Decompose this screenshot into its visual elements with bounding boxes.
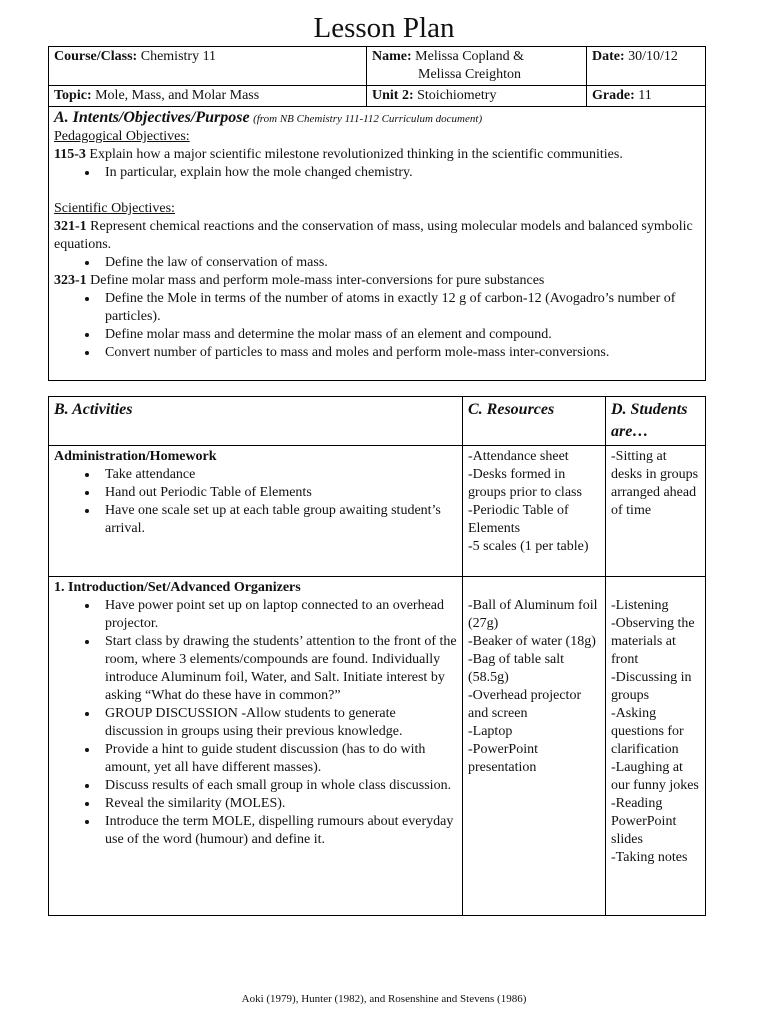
list-item: • Convert number of particles to mass and moles and perform mole-mass inter-conversions.	[99, 344, 700, 362]
student-item: -Discussing in groups	[611, 670, 692, 703]
students-heading: D. Students are…	[611, 401, 688, 440]
resource-item: -Bag of table salt (58.5g)	[468, 652, 565, 685]
list-item: • Hand out Periodic Table of Elements	[99, 484, 457, 502]
admin-title: Administration/Homework	[54, 449, 217, 464]
resource-item: -Beaker of water (18g)	[468, 634, 596, 649]
date-value: 30/10/12	[628, 49, 678, 64]
section-a-note: (from NB Chemistry 111-112 Curriculum document)	[253, 113, 483, 125]
grade-value: 11	[638, 88, 652, 103]
resource-item: -Desks formed in groups prior to class	[468, 467, 582, 500]
scientific-title: Scientific Objectives:	[54, 201, 175, 216]
course-value: Chemistry 11	[140, 49, 217, 64]
scientific-bullets-1	[54, 254, 700, 272]
pedagogical-bullets	[54, 164, 700, 182]
unit-value: Stoichiometry	[417, 88, 497, 103]
resource-item: -Attendance sheet	[468, 449, 569, 464]
objectives-cell	[49, 107, 706, 381]
list-item: • Reveal the similarity (MOLES).	[99, 795, 457, 813]
citation-footer: Aoki (1979), Hunter (1982), and Rosenshine and Stevens (1986)	[241, 993, 527, 1005]
admin-resources-cell	[463, 446, 606, 577]
unit-cell	[367, 86, 587, 107]
student-item: -Asking questions for clarification	[611, 706, 684, 757]
list-item: • Introduce the term MOLE, dispelling rumours about everyday use of the word (humour) and define it.	[99, 813, 457, 849]
section-a-heading: A. Intents/Objectives/Purpose	[54, 109, 250, 126]
list-item: • Discuss results of each small group in whole class discussion.	[99, 777, 457, 795]
objective-323-1	[54, 272, 700, 290]
list-item: • Take attendance	[99, 466, 457, 484]
student-item: -Laughing at our funny jokes	[611, 760, 699, 793]
activities-heading: B. Activities	[54, 401, 133, 418]
list-item: • GROUP DISCUSSION -Allow students to generate discussion in groups using their previous knowledge.	[99, 705, 457, 741]
pedagogical-title: Pedagogical Objectives:	[54, 129, 190, 144]
name-cell	[367, 47, 587, 86]
unit-label: Unit 2:	[372, 88, 414, 103]
course-label: Course/Class:	[54, 49, 138, 64]
list-item: • In particular, explain how the mole changed chemistry.	[99, 164, 700, 182]
name-value-2: Melissa Creighton	[418, 67, 522, 82]
intro-title: 1. Introduction/Set/Advanced Organizers	[54, 580, 301, 595]
scientific-bullets-2	[54, 290, 700, 362]
intro-resources-cell	[463, 577, 606, 916]
objective-321-1	[54, 218, 700, 254]
objective-115-3	[54, 146, 700, 164]
intro-students-cell	[606, 577, 706, 916]
objective-text: Represent chemical reactions and the conservation of mass, using molecular models and balanced symbolic equations.	[54, 219, 693, 252]
list-item: • Define the law of conservation of mass.	[99, 254, 700, 272]
student-item: -Observing the materials at front	[611, 616, 695, 667]
student-item: -Taking notes	[611, 850, 688, 865]
grade-cell	[587, 86, 706, 107]
col-head-resources	[463, 397, 606, 446]
admin-students-cell	[606, 446, 706, 577]
objective-code: 115-3	[54, 147, 86, 162]
grade-label: Grade:	[592, 88, 635, 103]
admin-bullets	[54, 466, 457, 538]
resources-heading: C. Resources	[468, 401, 555, 418]
student-item: -Listening	[611, 598, 669, 613]
objective-code: 323-1	[54, 273, 87, 288]
list-item: • Provide a hint to guide student discussion (has to do with amount, yet all have different masses).	[99, 741, 457, 777]
list-item: • Start class by drawing the students’ attention to the front of the room, where 3 elements/compounds are found. Individually introduce Aluminum foil, Water, and Salt. Initiate interest by asking “What do these have in common?”	[99, 633, 457, 705]
resource-item: -PowerPoint presentation	[468, 742, 538, 775]
col-head-students	[606, 397, 706, 446]
resource-item: -Ball of Aluminum foil (27g)	[468, 598, 598, 631]
resource-item: -Periodic Table of Elements	[468, 503, 569, 536]
course-cell	[49, 47, 367, 86]
list-item: • Have one scale set up at each table group awaiting student’s arrival.	[99, 502, 457, 538]
topic-label: Topic:	[54, 88, 92, 103]
date-label: Date:	[592, 49, 625, 64]
admin-activities-cell	[49, 446, 463, 577]
intro-activities-cell	[49, 577, 463, 916]
list-item: • Define the Mole in terms of the number of atoms in exactly 12 g of carbon-12 (Avogadro’s number of particles).	[99, 290, 700, 326]
resource-item: -Overhead projector and screen	[468, 688, 582, 721]
topic-value: Mole, Mass, and Molar Mass	[95, 88, 260, 103]
objective-text: Explain how a major scientific milestone revolutionized thinking in the scientific communities.	[89, 147, 623, 162]
list-item: • Have power point set up on laptop connected to an overhead projector.	[99, 597, 457, 633]
list-item: • Define molar mass and determine the molar mass of an element and compound.	[99, 326, 700, 344]
student-item: -Sitting at desks in groups arranged ahead of time	[611, 449, 699, 518]
objective-code: 321-1	[54, 219, 87, 234]
col-head-activities	[49, 397, 463, 446]
header-table	[48, 46, 706, 381]
intro-bullets	[54, 597, 457, 849]
page-title: Lesson Plan	[313, 12, 455, 44]
objective-text: Define molar mass and perform mole-mass inter-conversions for pure substances	[90, 273, 545, 288]
activities-table	[48, 396, 706, 916]
name-value-1: Melissa Copland &	[415, 49, 525, 64]
student-item: -Reading PowerPoint slides	[611, 796, 677, 847]
resource-item: -Laptop	[468, 724, 513, 739]
resource-item: -5 scales (1 per table)	[468, 539, 589, 554]
name-label: Name:	[372, 49, 412, 64]
topic-cell	[49, 86, 367, 107]
date-cell	[587, 47, 706, 86]
